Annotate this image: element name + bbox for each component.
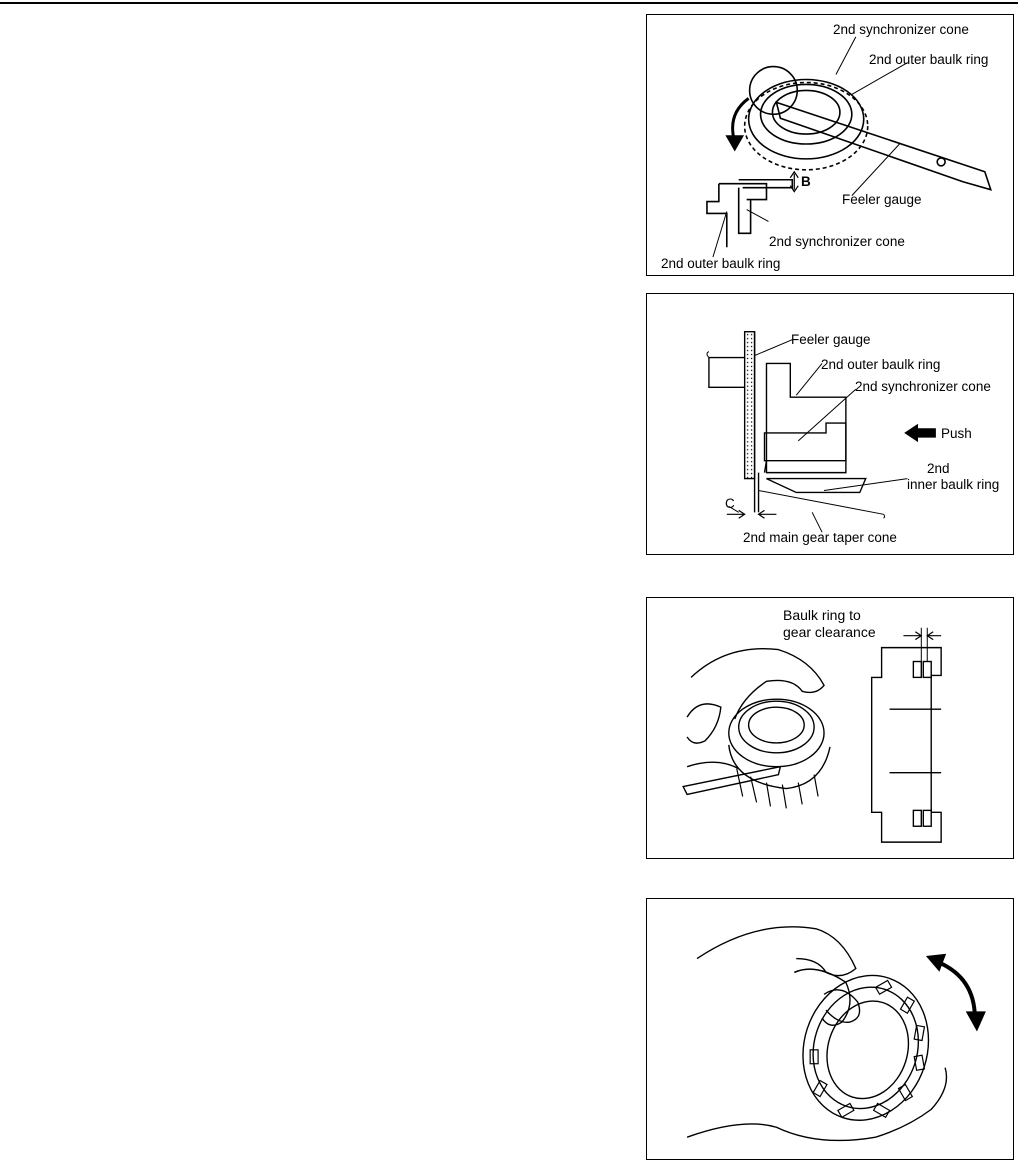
label-outer-ring-top: 2nd outer baulk ring [869, 52, 989, 67]
label-inner-ring-line2: inner baulk ring [907, 477, 1000, 492]
label-sync-cone: 2nd synchronizer cone [855, 379, 991, 394]
label-c-mark: C [725, 496, 735, 511]
figure-inner-baulk-ring-clearance [646, 293, 1014, 555]
page-header-rule [0, 2, 1018, 4]
label-clearance-line2: gear clearance [783, 624, 876, 640]
label-push: Push [941, 426, 972, 441]
label-feeler-gauge: Feeler gauge [791, 332, 871, 347]
label-clearance-line1: Baulk ring to [783, 607, 861, 623]
label-sync-cone-top: 2nd synchronizer cone [833, 22, 969, 37]
figure-bearing-rotation-check [646, 898, 1014, 1160]
figure-baulk-ring-gear-clearance [646, 597, 1014, 859]
label-b-mark: B [801, 174, 811, 189]
label-sync-cone-bottom: 2nd synchronizer cone [769, 234, 905, 249]
hands-rotating-bearing-illustration [647, 899, 1013, 1159]
label-outer-baulk-ring: 2nd outer baulk ring [821, 357, 941, 372]
label-inner-ring-line1: 2nd [927, 461, 950, 476]
label-feeler-gauge: Feeler gauge [842, 192, 922, 207]
label-taper-cone: 2nd main gear taper cone [743, 530, 897, 545]
figure-outer-baulk-ring-clearance [646, 14, 1014, 276]
label-outer-ring-bottom: 2nd outer baulk ring [661, 256, 781, 271]
